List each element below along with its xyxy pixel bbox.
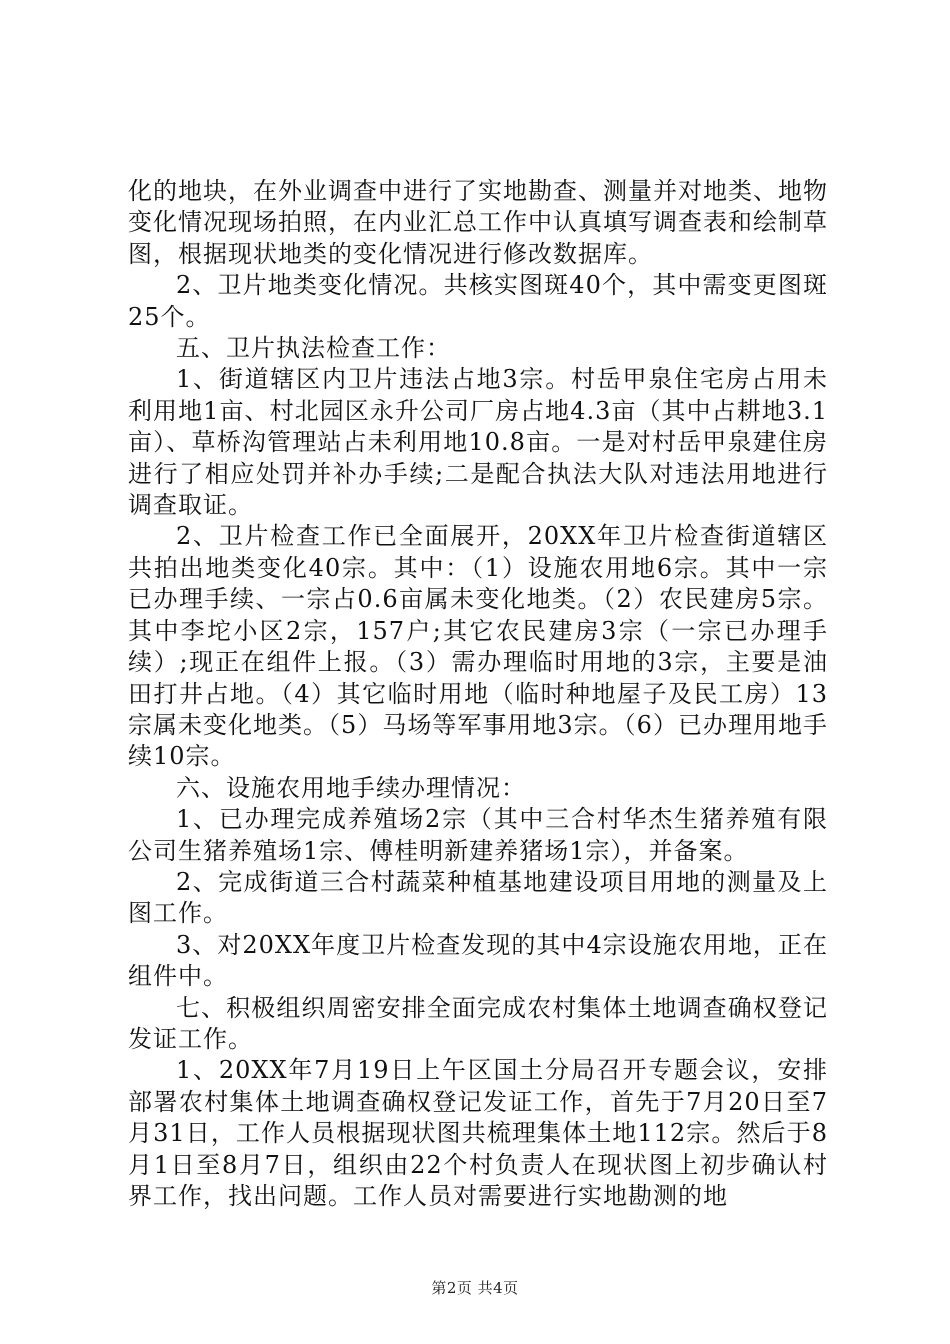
paragraph-farms-completed: 1、已办理完成养殖场2宗（其中三合村华杰生猪养殖有限公司生猪养殖场1宗、傅桂明新建养猪场1宗），并备案。 [128,805,828,865]
section-heading-6: 六、设施农用地手续办理情况： [176,773,526,802]
paragraph-satellite-inspection: 2、卫片检查工作已全面展开，20XX年卫片检查街道辖区共拍出地类变化40宗。其中：（1）设施农用地6宗。其中一宗已办理手续、一宗占0.6亩属未变化地类。（2）农民建房5宗。其中李坨小区2宗，157户;其它农民建房3宗（一宗已办理手续）;现正在组件上报。（3）需办理临时用地的3宗，主要是油田打井占地。（4）其它临时用地（临时种地屋子及民工房）13宗属未变化地类。（5）马场等军事用地3宗。（6）已办理用地手续10宗。 [128,522,828,771]
paragraph-vegetable-base: 2、完成街道三合村蔬菜种植基地建设项目用地的测量及上图工作。 [128,867,828,928]
document-body [128,176,828,1212]
paragraph-continuation: 化的地块，在外业调查中进行了实地勘查、测量并对地类、地物变化情况现场拍照，在内业汇总工作中认真填写调查表和绘制草图，根据现状地类的变化情况进行修改数据库。 [128,177,828,268]
section-heading-5: 五、卫片执法检查工作： [176,334,451,363]
paragraph-collective-land-survey: 1、20XX年7月19日上午区国土分局召开专题会议，安排部署农村集体土地调查确权登记发证工作，首先于7月20日至7月31日，工作人员根据现状图共梳理集体土地112宗。然后于8月1日至8月7日，组织由22个村负责人在现状图上初步确认村界工作，找出问题。工作人员对需要进行实地勘测的地 [128,1056,828,1210]
section-heading-7: 七、积极组织周密安排全面完成农村集体土地调查确权登记发证工作。 [128,993,828,1053]
paragraph-facility-land: 3、对20XX年度卫片检查发现的其中4宗设施农用地，正在组件中。 [128,930,828,991]
paragraph-satellite-change: 2、卫片地类变化情况。共核实图斑40个，其中需变更图斑25个。 [128,271,828,331]
page-footer: 第2页 共4页 [431,1279,519,1297]
paragraph-illegal-land-use: 1、街道辖区内卫片违法占地3宗。村岳甲泉住宅房占用未利用地1亩、村北园区永升公司厂房占地4.3亩（其中占耕地3.1亩）、草桥沟管理站占未利用地10.8亩。一是对村岳甲泉建住房进行了相应处罚并补办手续;二是配合执法大队对违法用地进行调查取证。 [128,365,828,520]
